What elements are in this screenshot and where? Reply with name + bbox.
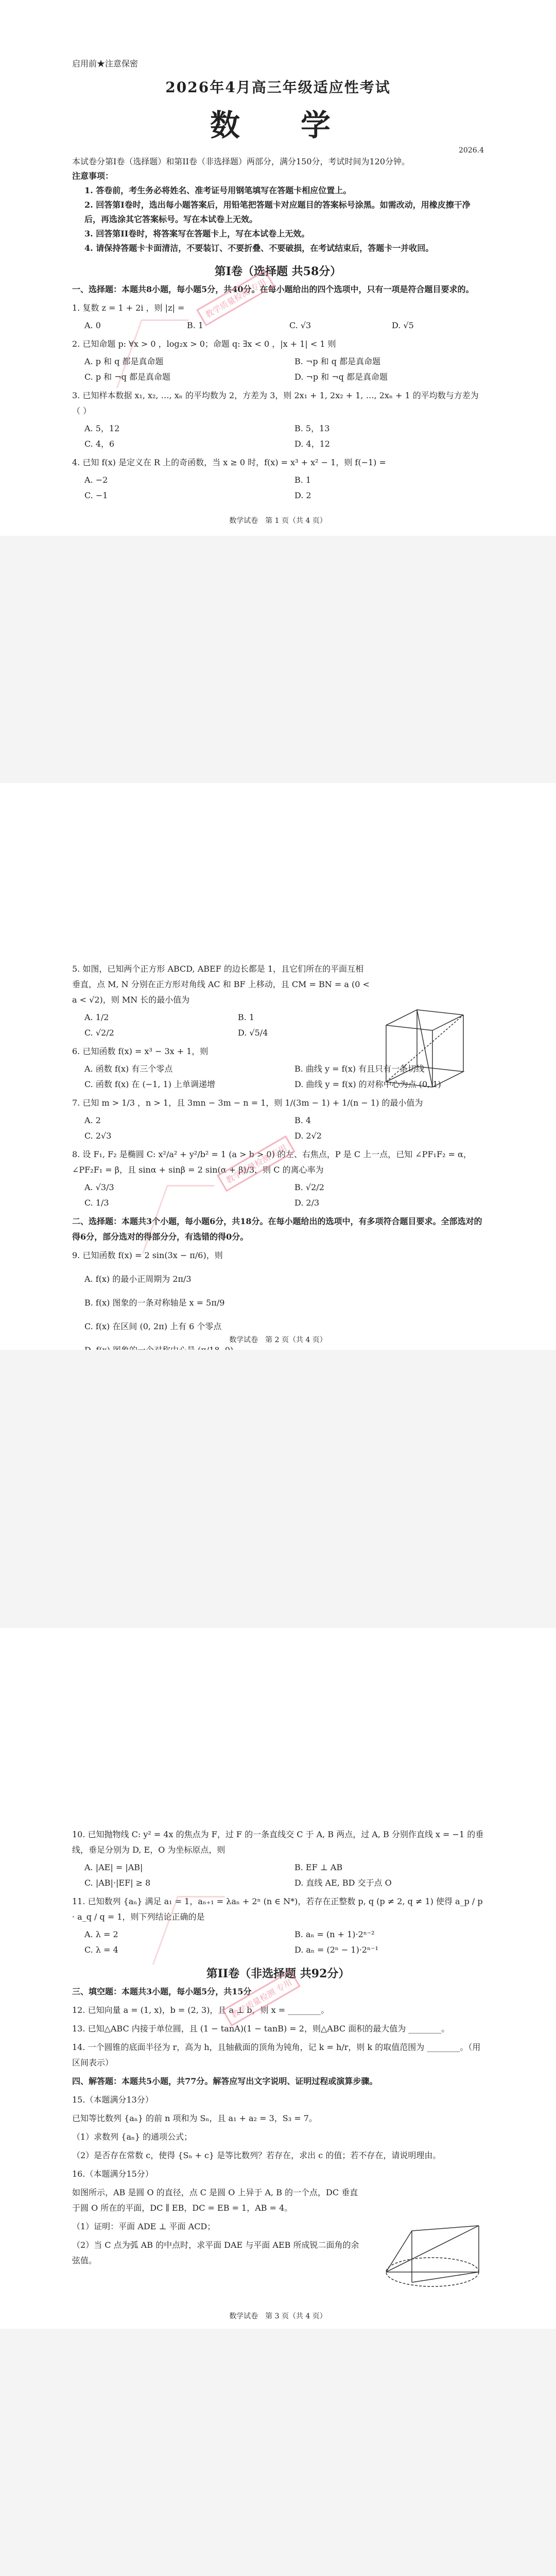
part1-title: 第I卷（选择题 共58分）	[214, 265, 342, 278]
question-5: 5. 如图，已知两个正方形 ABCD, ABEF 的边长都是 1，且它们所在的平面互相垂直，点 M, N 分别在正方形对角线 AC 和 BF 上移动，且 CM = BN = a (0 < a < √2)，则 MN 长的最小值为	[72, 964, 370, 1005]
question-16-line: （2）当 C 点为弧 AB 的中点时，求平面 DAE 与平面 AEB 所成锐二面角的余弦值。	[72, 2240, 359, 2265]
page-2	[0, 783, 556, 1350]
option: B. 曲线 y = f(x) 有且只有一条切线	[294, 1064, 425, 1074]
question-4: 4. 已知 f(x) 是定义在 R 上的奇函数，当 x ≥ 0 时，f(x) = x³ + x² − 1，则 f(−1) =	[72, 457, 386, 467]
option: C. λ = 4	[84, 1945, 118, 1955]
question-8: 8. 设 F₁, F₂ 是椭圆 C: x²/a² + y²/b² = 1 (a > b > 0) 的左、右焦点，P 是 C 上一点，已知 ∠PF₁F₂ = α，∠PF₂F₁ = β，且 sinα + sinβ = 2 sin(α + β)/3，则 C 的离心率为	[72, 1149, 472, 1175]
option: D. 2√2	[294, 1131, 322, 1141]
option: A. |AE| = |AB|	[84, 1862, 143, 1872]
option: B. √2/2	[294, 1182, 324, 1192]
option: A. λ = 2	[84, 1929, 118, 1939]
option: C. f(x) 在区间 (0, 2π) 上有 6 个零点	[84, 1321, 222, 1331]
question-9: 9. 已知函数 f(x) = 2 sin(3x − π/6)，则	[72, 1250, 223, 1260]
notes-intro: 本试卷分第I卷（选择题）和第II卷（非选择题）两部分，满分150分，考试时间为120分钟。	[72, 157, 410, 166]
option: C. √2/2	[84, 1028, 114, 1038]
watermark-stamp: 教学质量检测 专用	[222, 1970, 301, 2027]
option: B. 4	[294, 1115, 311, 1125]
notes-title: 注意事项：	[72, 171, 114, 181]
option: A. 2	[84, 1115, 101, 1125]
note-item: 2. 回答第I卷时，选出每小题答案后，用铅笔把答题卡对应题目的答案标号涂黑。如需改动，用橡皮擦干净后，再选涂其它答案标号。写在本试卷上无效。	[84, 200, 471, 224]
option: B. 5，13	[294, 423, 330, 433]
section-instruction: 三、填空题：本题共3小题，每小题5分，共15分	[72, 1987, 252, 1996]
page-footer: 数学试卷 第 1 页（共 4 页）	[229, 517, 327, 525]
option: A. 5，12	[84, 423, 120, 433]
option: B. aₙ = (n + 1)·2ⁿ⁻²	[294, 1929, 375, 1939]
option: D. 2	[294, 490, 311, 500]
option: C. p 和 ¬q 都是真命题	[84, 372, 170, 382]
option: D. 2/3	[294, 1198, 320, 1208]
option: C. 1/3	[84, 1198, 109, 1208]
option: D. ¬p 和 ¬q 都是真命题	[294, 372, 388, 382]
option: C. −1	[84, 490, 108, 500]
pyramid-figure	[381, 2210, 484, 2293]
question-15-line: （1）求数列 {aₙ} 的通项公式；	[72, 2132, 193, 2142]
option: C. 函数 f(x) 在 (−1, 1) 上单调递增	[84, 1079, 216, 1089]
exam-title: 2026年4月高三年级适应性考试	[165, 79, 391, 96]
option: B. ¬p 和 q 都是真命题	[294, 357, 381, 366]
question-16-line: （1）证明：平面 ADE ⊥ 平面 ACD；	[72, 2222, 216, 2231]
option: D. √5/4	[238, 1028, 268, 1038]
cube-figure	[376, 1005, 479, 1092]
secret-label: 启用前★注意保密	[72, 59, 138, 69]
question-2: 2. 已知命题 p: ∀x > 0 ，log₂x > 0；命题 q: ∃x < 0 ，|x + 1| < 1 则	[72, 339, 336, 349]
option: A. √3/3	[84, 1182, 114, 1192]
option: A. 1/2	[84, 1012, 109, 1022]
page-footer: 数学试卷 第 2 页（共 4 页）	[229, 1336, 327, 1344]
question-6: 6. 已知函数 f(x) = x³ − 3x + 1，则	[72, 1046, 208, 1056]
watermark-stamp: 教学质量检测 专用	[217, 1136, 296, 1192]
note-item: 3. 回答第II卷时，将答案写在答题卡上，写在本试卷上无效。	[84, 229, 310, 239]
question-7: 7. 已知 m > 1/3 ，n > 1，且 3mn − 3m − n = 1，则 1/(3m − 1) + 1/(n − 1) 的最小值为	[72, 1098, 423, 1108]
question-16-line: 如图所示，AB 是圆 O 的直径，点 C 是圆 O 上异于 A, B 的一个点，DC 垂直于圆 O 所在的平面，DC ∥ EB，DC = EB = 1，AB = 4。	[72, 2188, 358, 2213]
option: B. 1	[187, 320, 204, 330]
option: C. √3	[289, 320, 311, 330]
page-gap	[0, 536, 556, 783]
question-3: 3. 已知样本数据 x₁, x₂, …, xₙ 的平均数为 2，方差为 3，则 2x₁ + 1, 2x₂ + 1, …, 2xₙ + 1 的平均数与方差为（ ）	[72, 391, 479, 416]
question-1: 1. 复数 z = 1 + 2i ，则 |z| =	[72, 303, 185, 313]
option: D. √5	[392, 320, 414, 330]
question-16-head: 16.（本题满分15分）	[72, 2169, 153, 2179]
option: D. 4，12	[294, 439, 330, 449]
option: D. 曲线 y = f(x) 的对称中心为点 (0, 1)	[294, 1079, 441, 1089]
option: D. aₙ = (2ⁿ − 1)·2ⁿ⁻¹	[294, 1945, 378, 1955]
question-11: 11. 已知数列 {aₙ} 满足 a₁ = 1，aₙ₊₁ = λaₙ + 2ⁿ (n ∈ N*)，若存在正整数 p, q (p ≠ 2, q ≠ 1) 使得 a_p / p · a_q / q = 1，则下列结论正确的是	[72, 1896, 483, 1922]
exam-date: 2026.4	[459, 146, 484, 155]
question-10: 10. 已知抛物线 C: y² = 4x 的焦点为 F，过 F 的一条直线交 C 于 A, B 两点，过 A, B 分别作直线 x = −1 的垂线，垂足分别为 D, E，O 为坐标原点，则	[72, 1829, 484, 1855]
option: A. 函数 f(x) 有三个零点	[84, 1064, 173, 1074]
note-item: 4. 请保持答题卡卡面清洁，不要装订、不要折叠、不要破损，在考试结束后，答题卡一并收回。	[84, 243, 434, 253]
option: D. 直线 AE, BD 交于点 O	[294, 1878, 392, 1888]
option: A. p 和 q 都是真命题	[84, 357, 164, 366]
page-3	[0, 1628, 556, 2329]
page-gap	[0, 1350, 556, 1628]
subject-title: 数 学	[210, 108, 346, 143]
page-footer: 数学试卷 第 3 页（共 4 页）	[229, 2312, 327, 2320]
note-item: 1. 答卷前，考生务必将姓名、准考证号用钢笔填写在答题卡相应位置上。	[84, 185, 352, 195]
section-instruction: 二、选择题：本题共3个小题，每小题6分，共18分。在每小题给出的选项中，有多项符合题目要求。全部选对的得6分，部分选对的得部分分，有选错的得0分。	[72, 1216, 482, 1242]
question-13: 13. 已知△ABC 内接于单位圆，且 (1 − tanA)(1 − tanB) = 2，则△ABC 面积的最大值为 ________。	[72, 2024, 450, 2033]
option: B. 1	[294, 475, 311, 485]
question-12: 12. 已知向量 a = (1, x)，b = (2, 3)，且 a ⊥ b，则 x = ________。	[72, 2005, 329, 2015]
option: A. −2	[84, 475, 108, 485]
option: B. f(x) 图象的一条对称轴是 x = 5π/9	[84, 1298, 225, 1308]
watermark-stamp: 教学质量检测 专用	[196, 270, 275, 327]
question-15-line: 已知等比数列 {aₙ} 的前 n 项和为 Sₙ，且 a₁ + a₂ = 3，S₃ = 7。	[72, 2113, 317, 2123]
page-gap	[0, 2329, 556, 2576]
option: C. |AB|·|EF| ≥ 8	[84, 1878, 151, 1888]
option: C. 2√3	[84, 1131, 112, 1141]
option: B. 1	[238, 1012, 255, 1022]
question-15-head: 15.（本题满分13分）	[72, 2095, 153, 2105]
page-1	[0, 0, 556, 536]
section-instruction: 一、选择题：本题共8小题，每小题5分，共40分。在每小题给出的四个选项中，只有一项是符合题目要求的。	[72, 284, 474, 294]
question-15-line: （2）是否存在常数 c，使得 {Sₙ + c} 是等比数列？若存在，求出 c 的值；若不存在，请说明理由。	[72, 2150, 441, 2160]
option: B. EF ⊥ AB	[294, 1862, 343, 1872]
option: A. f(x) 的最小正周期为 2π/3	[84, 1274, 192, 1284]
option: A. 0	[84, 320, 101, 330]
section-instruction: 四、解答题：本题共5小题，共77分。解答应写出文字说明、证明过程或演算步骤。	[72, 2076, 378, 2086]
part2-title: 第II卷（非选择题 共92分）	[206, 1967, 350, 1980]
question-14: 14. 一个圆锥的底面半径为 r，高为 h，且轴截面的顶角为钝角，记 k = h/r，则 k 的取值范围为 ________。（用区间表示）	[72, 2042, 481, 2067]
option: C. 4，6	[84, 439, 115, 449]
